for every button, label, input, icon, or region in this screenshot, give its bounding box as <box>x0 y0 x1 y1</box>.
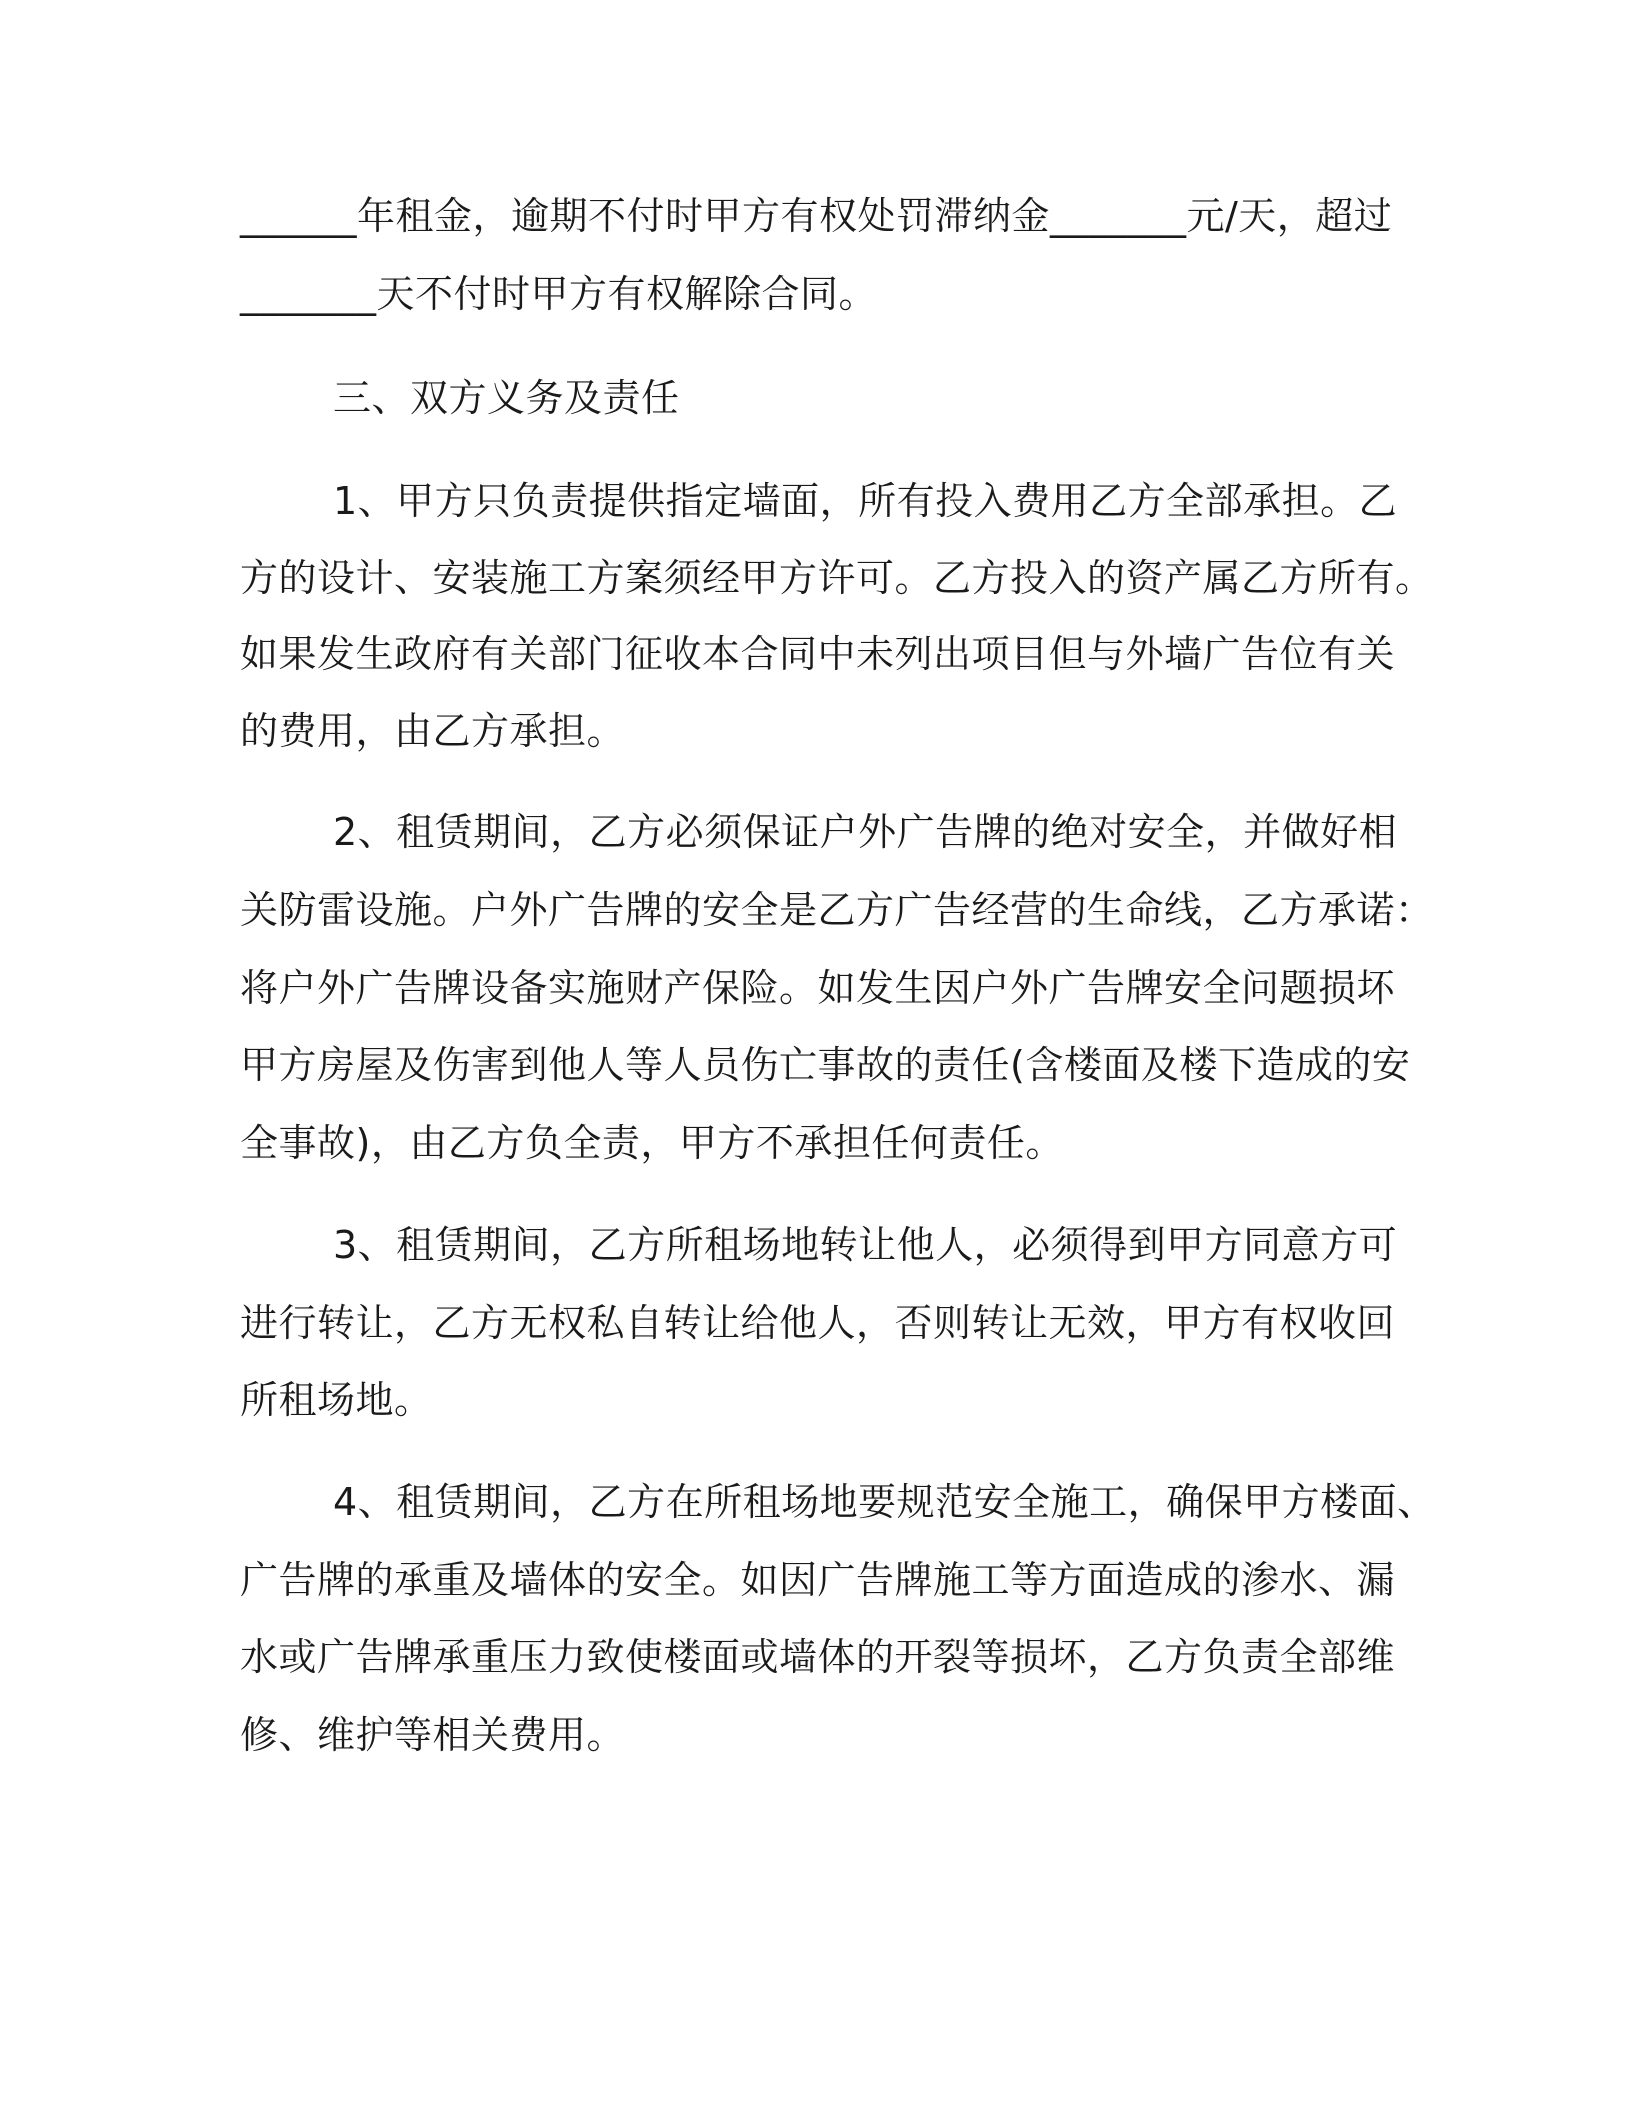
text-line: 进行转让，乙方无权私自转让给他人，否则转让无效，甲方有权收回 <box>240 1301 1396 1345</box>
text-line: 甲方房屋及伤害到他人等人员伤亡事故的责任(含楼面及楼下造成的安 <box>240 1043 1411 1087</box>
text-line: 修、维护等相关费用。 <box>240 1713 626 1757</box>
text-line: 将户外广告牌设备实施财产保险。如发生因户外广告牌安全问题损坏 <box>240 966 1396 1010</box>
text-line: 如果发生政府有关部门征收本合同中未列出项目但与外墙广告位有关 <box>240 632 1396 676</box>
text-line: 水或广告牌承重压力致使楼面或墙体的开裂等损坏，乙方负责全部维 <box>240 1635 1396 1679</box>
text-line: 全事故)，由乙方负全责，甲方不承担任何责任。 <box>240 1121 1064 1165</box>
section-heading: 三、双方义务及责任 <box>333 376 680 420</box>
text-line: 方的设计、安装施工方案须经甲方许可。乙方投入的资产属乙方所有。 <box>240 556 1434 600</box>
text-line: 所租场地。 <box>240 1378 433 1422</box>
text-line: 3、租赁期间，乙方所租场地转让他人，必须得到甲方同意方可 <box>333 1223 1398 1267</box>
text-line: 1、甲方只负责提供指定墙面，所有投入费用乙方全部承担。乙 <box>333 479 1398 523</box>
text-line: ______年租金，逾期不付时甲方有权处罚滞纳金_______元/天，超过 <box>240 194 1393 238</box>
text-line: 4、租赁期间，乙方在所租场地要规范安全施工，确保甲方楼面、 <box>333 1480 1436 1524</box>
text-line: 关防雷设施。户外广告牌的安全是乙方广告经营的生命线，乙方承诺： <box>240 888 1434 932</box>
text-line: 的费用，由乙方承担。 <box>240 709 626 753</box>
text-line: 2、租赁期间，乙方必须保证户外广告牌的绝对安全，并做好相 <box>333 810 1398 854</box>
text-line: _______天不付时甲方有权解除合同。 <box>240 272 878 316</box>
text-line: 广告牌的承重及墙体的安全。如因广告牌施工等方面造成的渗水、漏 <box>240 1558 1396 1602</box>
